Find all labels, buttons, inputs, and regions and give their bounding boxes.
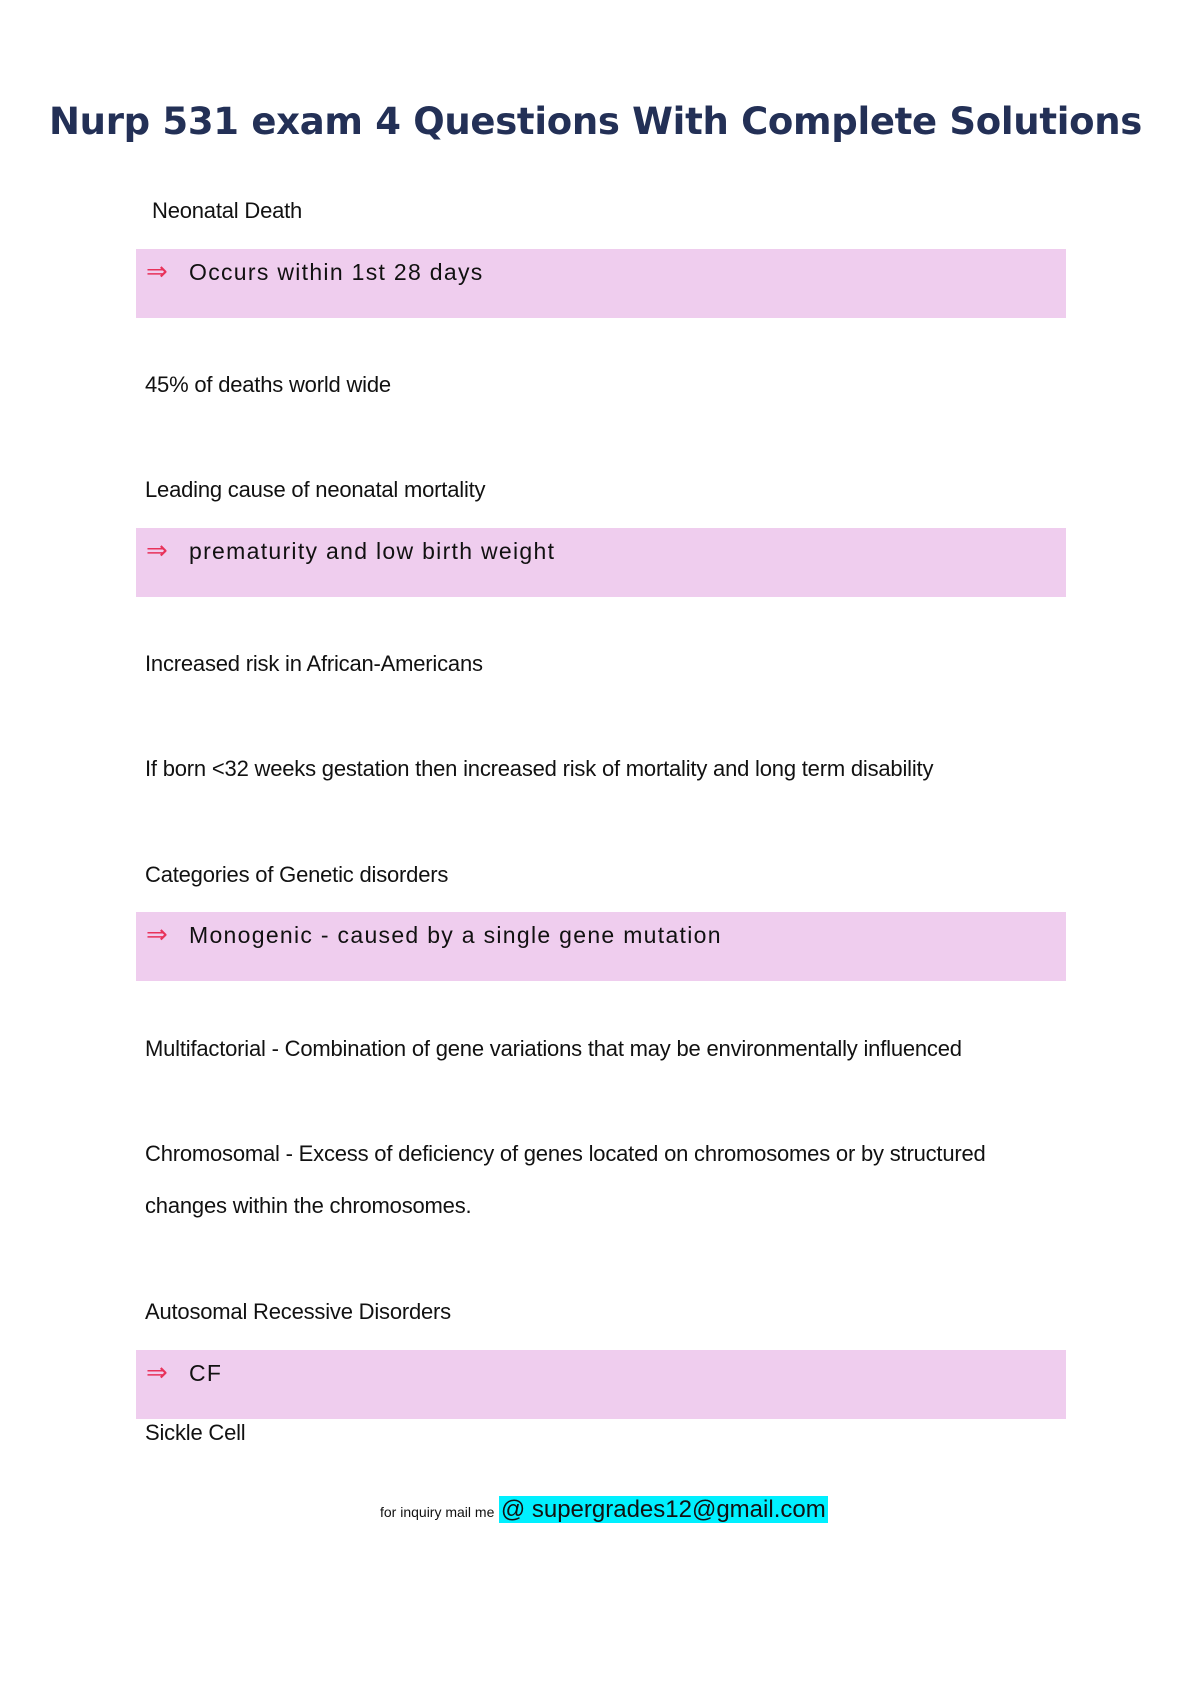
answer-text: CF — [189, 1360, 223, 1386]
answer-box — [136, 1350, 1066, 1419]
text-line: If born <32 weeks gestation then increased risk of mortality and long term disability — [145, 756, 934, 781]
text-line: 45% of deaths world wide — [145, 372, 391, 397]
question-genetic-categories: Categories of Genetic disorders — [145, 862, 449, 887]
email-link[interactable]: @ supergrades12@gmail.com — [500, 1496, 826, 1523]
question-autosomal-recessive: Autosomal Recessive Disorders — [145, 1299, 451, 1324]
answer-text: Occurs within 1st 28 days — [189, 259, 484, 285]
question-leading-cause: Leading cause of neonatal mortality — [145, 477, 486, 502]
right-arrow-icon: ⇒ — [146, 257, 168, 287]
answer-text: Monogenic - caused by a single gene mutation — [189, 922, 722, 948]
text-line: changes within the chromosomes. — [145, 1193, 472, 1218]
text-line: Increased risk in African-Americans — [145, 651, 483, 676]
answer-box — [136, 912, 1066, 981]
right-arrow-icon: ⇒ — [146, 1358, 168, 1388]
footer-label: for inquiry mail me — [380, 1504, 495, 1520]
footer — [380, 1496, 828, 1524]
answer-text: prematurity and low birth weight — [189, 538, 556, 564]
answer-box — [136, 528, 1066, 597]
right-arrow-icon: ⇒ — [146, 920, 168, 950]
answer-box — [136, 249, 1066, 318]
right-arrow-icon: ⇒ — [146, 536, 168, 566]
text-line: Sickle Cell — [145, 1420, 246, 1445]
text-line: Multifactorial - Combination of gene variations that may be environmentally influenced — [145, 1036, 962, 1061]
question-neonatal-death: Neonatal Death — [152, 198, 303, 223]
document-title: Nurp 531 exam 4 Questions With Complete Solutions — [49, 100, 1142, 143]
text-line: Chromosomal - Excess of deficiency of genes located on chromosomes or by structured — [145, 1141, 986, 1166]
